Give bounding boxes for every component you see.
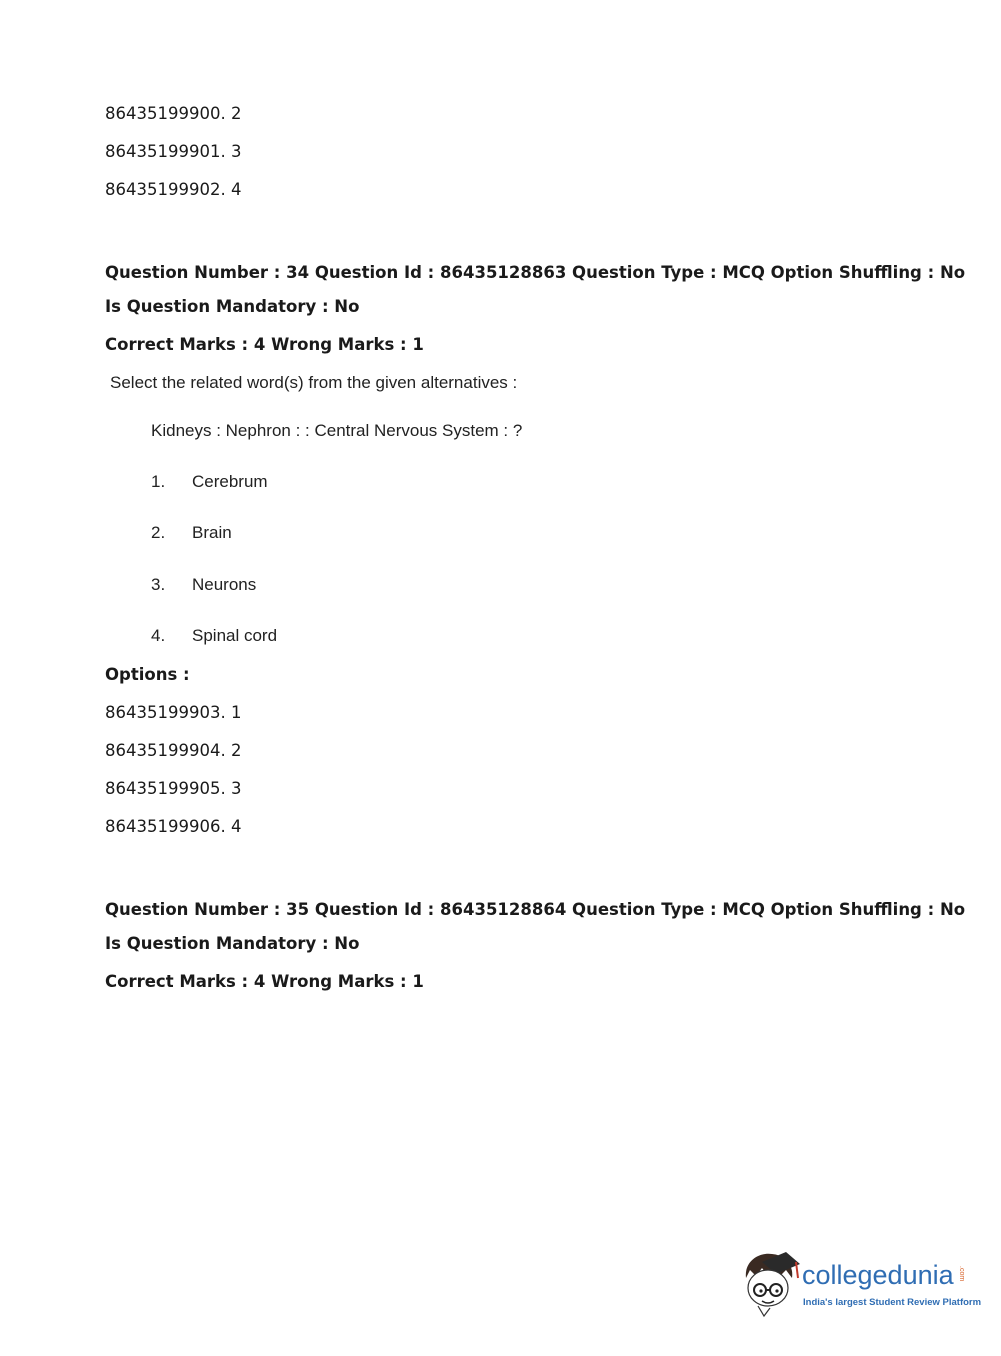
choice-text: Spinal cord: [192, 626, 278, 645]
choice-text: Brain: [192, 523, 232, 542]
option-line: 86435199901. 3: [105, 142, 242, 161]
option-line: 86435199900. 2: [105, 104, 242, 123]
question-stem: Kidneys : Nephron : : Central Nervous System : ?: [151, 421, 523, 440]
choice-number: 1.: [151, 472, 166, 491]
logo-tagline: India's largest Student Review Platform: [803, 1297, 982, 1308]
question-instruction: Select the related word(s) from the given alternatives :: [110, 373, 518, 392]
choice-text: Neurons: [192, 575, 257, 594]
mascot-icon: [740, 1248, 802, 1318]
question-marks: Correct Marks : 4 Wrong Marks : 1: [105, 335, 424, 354]
question-marks: Correct Marks : 4 Wrong Marks : 1: [105, 972, 424, 991]
option-line: 86435199906. 4: [105, 817, 242, 836]
collegedunia-logo: [740, 1248, 982, 1318]
option-line: 86435199903. 1: [105, 703, 242, 722]
option-line: 86435199902. 4: [105, 180, 242, 199]
choice-text: Cerebrum: [192, 472, 268, 491]
logo-wordmark: collegedunia: [802, 1260, 954, 1290]
options-label: Options :: [105, 665, 190, 684]
option-line: 86435199905. 3: [105, 779, 242, 798]
choice-number: 3.: [151, 575, 166, 594]
logo-com: .com: [958, 1266, 965, 1282]
question-header: Question Number : 34 Question Id : 86435128863 Question Type : MCQ Option Shuffling : No: [105, 263, 966, 282]
question-header: Question Number : 35 Question Id : 86435128864 Question Type : MCQ Option Shuffling : No: [105, 900, 966, 919]
choice-number: 4.: [151, 626, 166, 645]
question-mandatory: Is Question Mandatory : No: [105, 934, 360, 953]
choice-number: 2.: [151, 523, 166, 542]
option-line: 86435199904. 2: [105, 741, 242, 760]
question-mandatory: Is Question Mandatory : No: [105, 297, 360, 316]
